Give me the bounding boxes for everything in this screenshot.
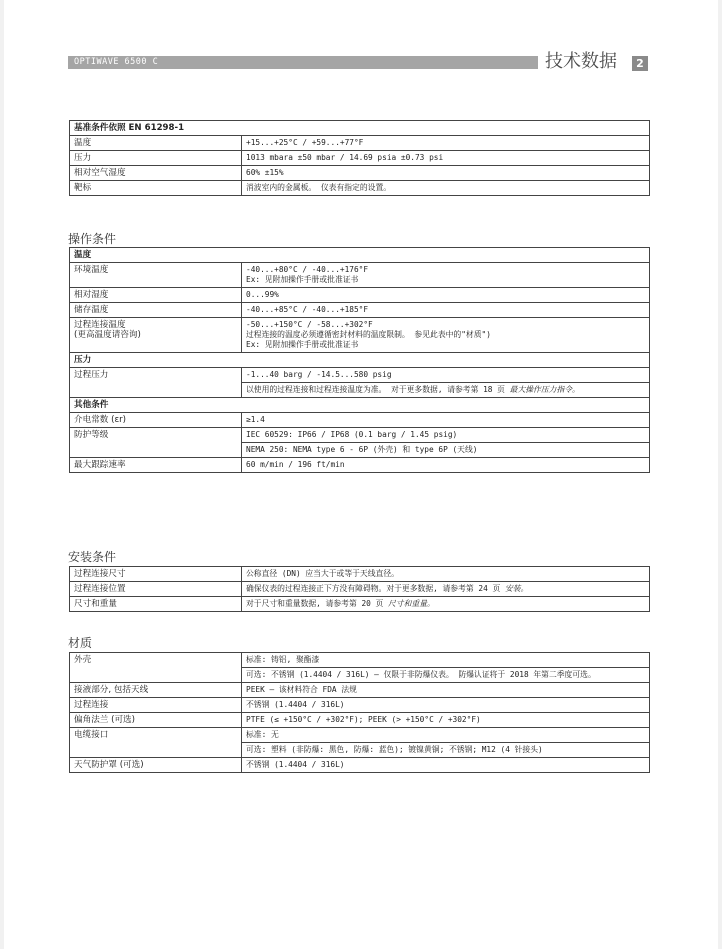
row-label: 相对空气湿度 (70, 166, 242, 181)
table-row (70, 318, 650, 353)
table-row (70, 698, 650, 713)
table-row (70, 567, 650, 582)
row-value-note (242, 383, 650, 398)
temperature-heading: 温度 (70, 248, 650, 263)
row-value: 消波室内的金属板。 仪表有指定的设置。 (242, 181, 650, 196)
row-value: 标准: 铸铝, 聚酯漆 (242, 653, 650, 668)
row-label: 防护等级 (70, 428, 242, 458)
row-label: 接液部分, 包括天线 (70, 683, 242, 698)
row-value: PTFE (≤ +150°C / +302°F); PEEK (> +150°C / +302°F) (242, 713, 650, 728)
row-value: 不锈钢 (1.4404 / 316L) (242, 698, 650, 713)
row-value (242, 597, 650, 612)
row-value: IEC 60529: IP66 / IP68 (0.1 barg / 1.45 psig) (242, 428, 650, 443)
pressure-heading: 压力 (70, 353, 650, 368)
reference-heading: 基准条件依照 EN 61298-1 (70, 121, 650, 136)
row-value: 不锈钢 (1.4404 / 316L) (242, 758, 650, 773)
note-text: 以使用的过程连接和过程连接温度为准。 对于更多数据, 请参考第 18 页 (246, 385, 510, 394)
table-row (70, 181, 650, 196)
chapter-number-badge: 2 (632, 56, 648, 71)
row-value: ≥1.4 (242, 413, 650, 428)
row-value (242, 582, 650, 597)
row-label: 靶标 (70, 181, 242, 196)
row-label: 相对湿度 (70, 288, 242, 303)
row-value: 可选: 不锈钢 (1.4404 / 316L) – 仅限于非防爆仪表。 防爆认证将于 2018 年第二季度可选。 (242, 668, 650, 683)
row-label: 过程连接位置 (70, 582, 242, 597)
row-text: 确保仪表的过程连接正下方没有障碍物。对于更多数据, 请参考第 24 页 (246, 584, 505, 593)
row-label: 过程压力 (70, 368, 242, 398)
header-bar (68, 56, 538, 69)
cross-reference-link[interactable]: 最大操作压力指令。 (509, 385, 580, 394)
row-value: 1013 mbara ±50 mbar / 14.69 psia ±0.73 psi (242, 151, 650, 166)
row-label: 过程连接尺寸 (70, 567, 242, 582)
table-row (70, 582, 650, 597)
row-label: 温度 (70, 136, 242, 151)
row-label: 环境温度 (70, 263, 242, 288)
table-row (70, 728, 650, 743)
row-label: 过程连接 (70, 698, 242, 713)
cross-reference-link[interactable]: 尺寸和重量。 (388, 599, 435, 608)
table-row (70, 166, 650, 181)
installation-conditions-table (69, 566, 650, 612)
table-row (70, 413, 650, 428)
operating-section-title: 操作条件 (68, 232, 117, 246)
table-row (70, 428, 650, 443)
row-value: -40...+80°C / -40...+176°F Ex: 见附加操作手册或批准证书 (242, 263, 650, 288)
row-text: 对于尺寸和重量数据, 请参考第 20 页 (246, 599, 389, 608)
row-value: NEMA 250: NEMA type 6 - 6P (外壳) 和 type 6P (天线) (242, 443, 650, 458)
reference-conditions-table (69, 120, 650, 196)
table-row (70, 368, 650, 383)
row-label: 尺寸和重量 (70, 597, 242, 612)
row-value: -50...+150°C / -58...+302°F 过程连接的温度必须遵循密封材料的温度限制。 参见此表中的"材质") Ex: 见附加操作手册或批准证书 (242, 318, 650, 353)
materials-section-title: 材质 (68, 636, 93, 650)
row-label: 压力 (70, 151, 242, 166)
cross-reference-link[interactable]: 安装。 (504, 584, 529, 593)
table-row (70, 263, 650, 288)
table-row (70, 683, 650, 698)
table-row (70, 151, 650, 166)
product-name: OPTIWAVE 6500 C (74, 57, 159, 67)
other-conditions-heading: 其他条件 (70, 398, 650, 413)
row-value: 可选: 塑料 (非防爆: 黑色, 防爆: 蓝色); 镀镍黄铜; 不锈钢; M12 (4 针接头) (242, 743, 650, 758)
table-row (70, 597, 650, 612)
table-row (70, 136, 650, 151)
row-value: +15...+25°C / +59...+77°F (242, 136, 650, 151)
table-row (70, 288, 650, 303)
row-label: 过程连接温度 (更高温度请咨询) (70, 318, 242, 353)
table-row (70, 713, 650, 728)
table-row (70, 758, 650, 773)
table-row (70, 458, 650, 473)
row-label: 电缆接口 (70, 728, 242, 758)
row-value: 公称直径 (DN) 应当大于或等于天线直径。 (242, 567, 650, 582)
row-label: 介电常数 (εr) (70, 413, 242, 428)
row-label: 储存温度 (70, 303, 242, 318)
page-title: 技术数据 (545, 51, 617, 72)
row-value: 60% ±15% (242, 166, 650, 181)
row-value: PEEK – 该材料符合 FDA 法规 (242, 683, 650, 698)
materials-table (69, 652, 650, 773)
row-label: 最大跟踪速率 (70, 458, 242, 473)
row-label: 天气防护罩 (可选) (70, 758, 242, 773)
row-value: 60 m/min / 196 ft/min (242, 458, 650, 473)
row-value: 0...99% (242, 288, 650, 303)
row-label: 偏角法兰 (可选) (70, 713, 242, 728)
row-value: -40...+85°C / -40...+185°F (242, 303, 650, 318)
row-label: 外壳 (70, 653, 242, 683)
table-row (70, 653, 650, 668)
operating-conditions-table (69, 247, 650, 473)
table-row (70, 303, 650, 318)
installation-section-title: 安装条件 (68, 550, 117, 564)
row-value: -1...40 barg / -14.5...580 psig (242, 368, 650, 383)
row-value: 标准: 无 (242, 728, 650, 743)
